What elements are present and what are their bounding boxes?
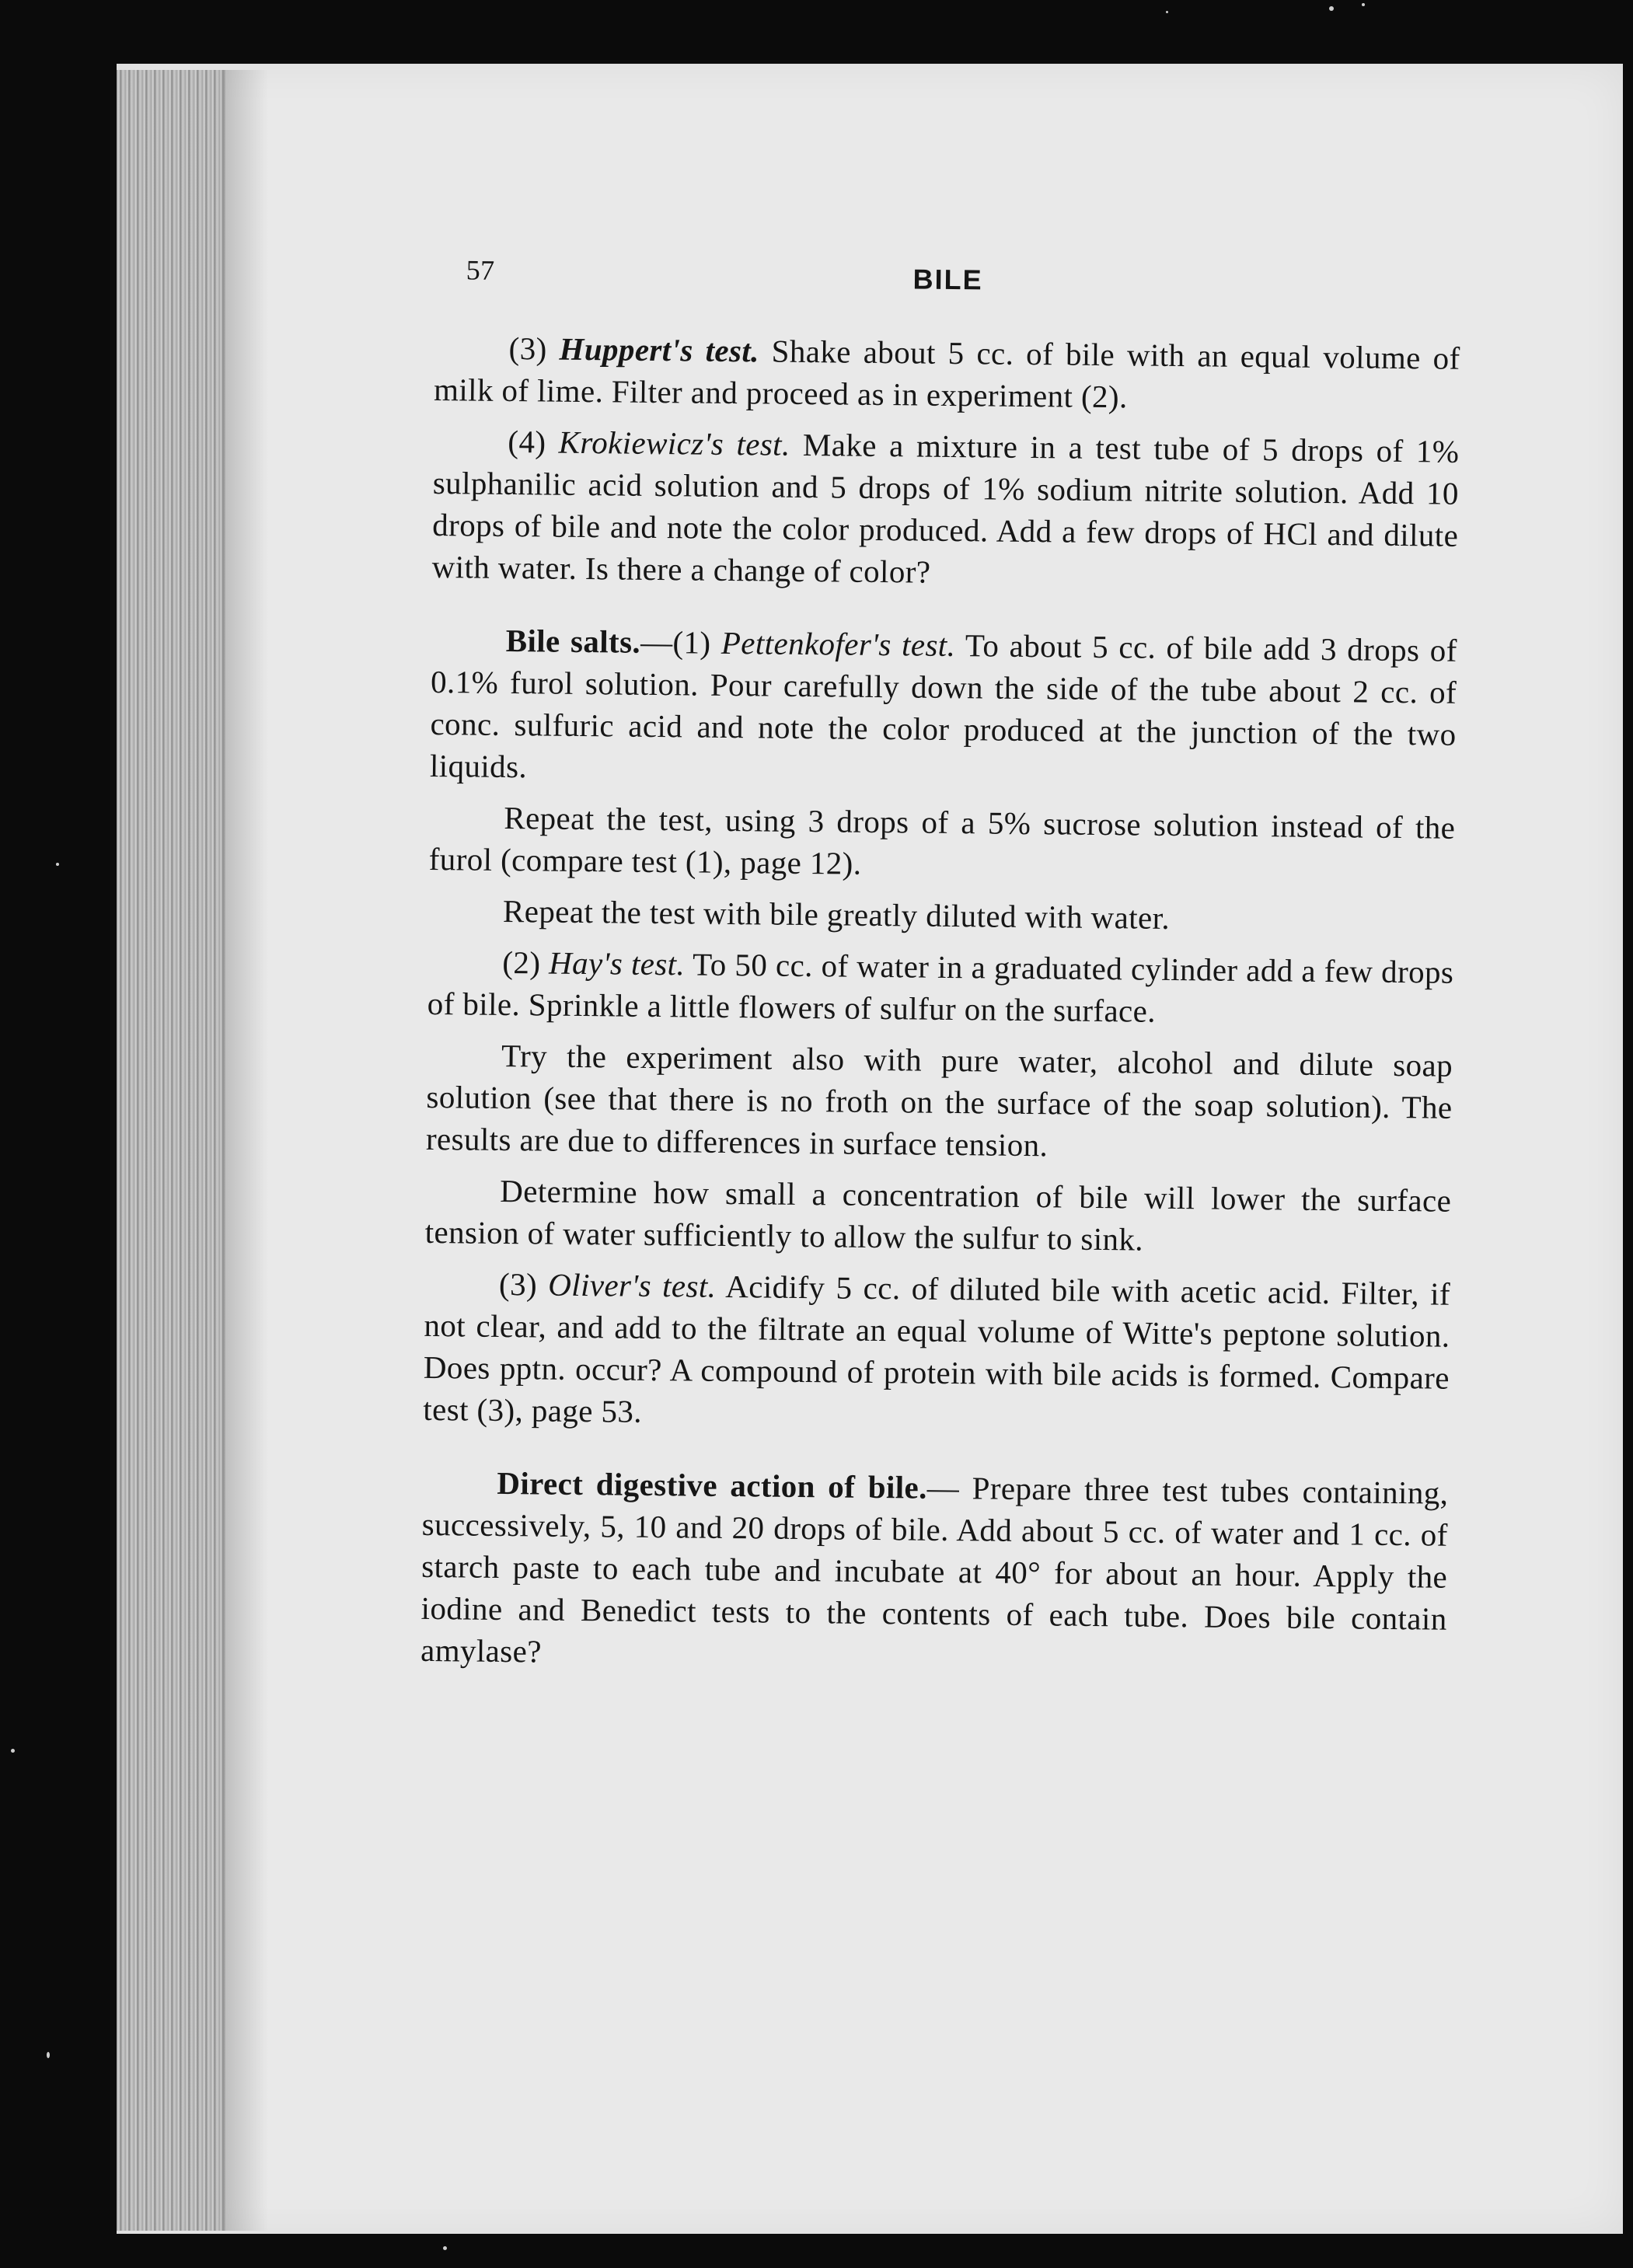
test-number: —(1)	[640, 623, 722, 661]
paragraph-direct-digestive-action	[420, 1461, 1449, 1682]
paragraph-text: Repeat the test, using 3 drops of a 5% sucrose solution instead of the furol (compare test (1), page 12).	[428, 799, 1456, 881]
paragraph-bile-salts	[430, 619, 1457, 797]
paragraph-text: Make a mixture in a test tube of 5 drops of 1% sulphanilic acid solution and 5 drops of 1% sodium nitrite solution. Add 10 drops of bile and note the color produced. Add a few drops of HCl and dilute with water. Is there a change of color?	[431, 426, 1460, 590]
paragraph-text: Determine how small a concentration of bile will lower the surface tension of water sufficiently to allow the sulfur to sink.	[424, 1172, 1452, 1258]
paragraph-krokiewicz-test	[431, 420, 1459, 598]
paragraph-text: Acidify 5 cc. of diluted bile with acetic acid. Filter, if not clear, and add to the filtrate an equal volume of Witte's peptone solution. Does pptn. occur? A compound of protein with bile acids is formed. Compare test (3), page 53.	[423, 1268, 1451, 1429]
paragraph-repeat-diluted	[428, 889, 1454, 942]
dust-speck	[1362, 3, 1365, 6]
gutter-shadow	[222, 70, 268, 2231]
test-title: Hay's test.	[548, 944, 686, 982]
dust-speck	[56, 863, 59, 866]
page-header	[434, 249, 1461, 314]
running-head: BILE	[912, 263, 983, 296]
dust-speck	[11, 1749, 15, 1753]
paragraph-determine-concentration	[424, 1169, 1451, 1264]
paragraph-hupperts-test	[434, 326, 1460, 421]
paragraph-text: Try the experiment also with pure water, alcohol and dilute soap solution (see that there is no froth on the surface of the soap solution). The results are due to differences in surface tension.	[425, 1037, 1453, 1164]
section-heading: Direct digestive action of bile.	[497, 1464, 928, 1506]
dust-speck	[443, 2246, 447, 2250]
paragraph-try-experiment	[426, 1034, 1453, 1171]
page-number: 57	[466, 254, 495, 286]
paragraph-text: Repeat the test with bile greatly diluted with water.	[502, 892, 1171, 936]
paragraph-repeat-sucrose	[428, 796, 1455, 891]
test-title: Huppert's test.	[559, 330, 760, 369]
test-number: (2)	[502, 944, 550, 981]
test-title: Oliver's test.	[548, 1266, 717, 1304]
test-number: (4)	[508, 423, 559, 460]
test-number: (3)	[498, 1265, 549, 1303]
test-title: Krokiewicz's test.	[558, 424, 790, 462]
page-text	[420, 249, 1461, 1691]
paragraph-text: Shake about 5 cc. of bile with an equal volume of milk of lime. Filter and proceed as in experiment (2).	[433, 333, 1460, 415]
paragraph-text: To 50 cc. of water in a graduated cylinder add a few drops of bile. Sprinkle a little flowers of sulfur on the surface.	[427, 946, 1454, 1029]
paragraph-hays-test	[427, 940, 1454, 1035]
dust-speck	[47, 2052, 50, 2058]
book-page-edges	[117, 70, 225, 2231]
section-heading: Bile salts.	[505, 622, 641, 660]
paragraph-text: To about 5 cc. of bile add 3 drops of 0.1% furol solution. Pour carefully down the side of the tube about 2 cc. of conc. sulfuric acid and note the color produced at the junction of the two liquids.	[429, 627, 1457, 785]
dust-speck	[1329, 6, 1334, 11]
test-title: Pettenkofer's test.	[721, 624, 956, 664]
paragraph-text: — Prepare three test tubes containing, successively, 5, 10 and 20 drops of bile. Add about 5 cc. of water and 1 cc. of starch paste to each tube and incubate at 40° for about an hour. Apply the iodine and Benedict tests to the contents of each tube. Does bile contain amylase?	[420, 1469, 1449, 1670]
dust-speck	[1166, 11, 1168, 13]
test-number: (3)	[508, 330, 560, 367]
paragraph-olivers-test	[423, 1262, 1450, 1441]
